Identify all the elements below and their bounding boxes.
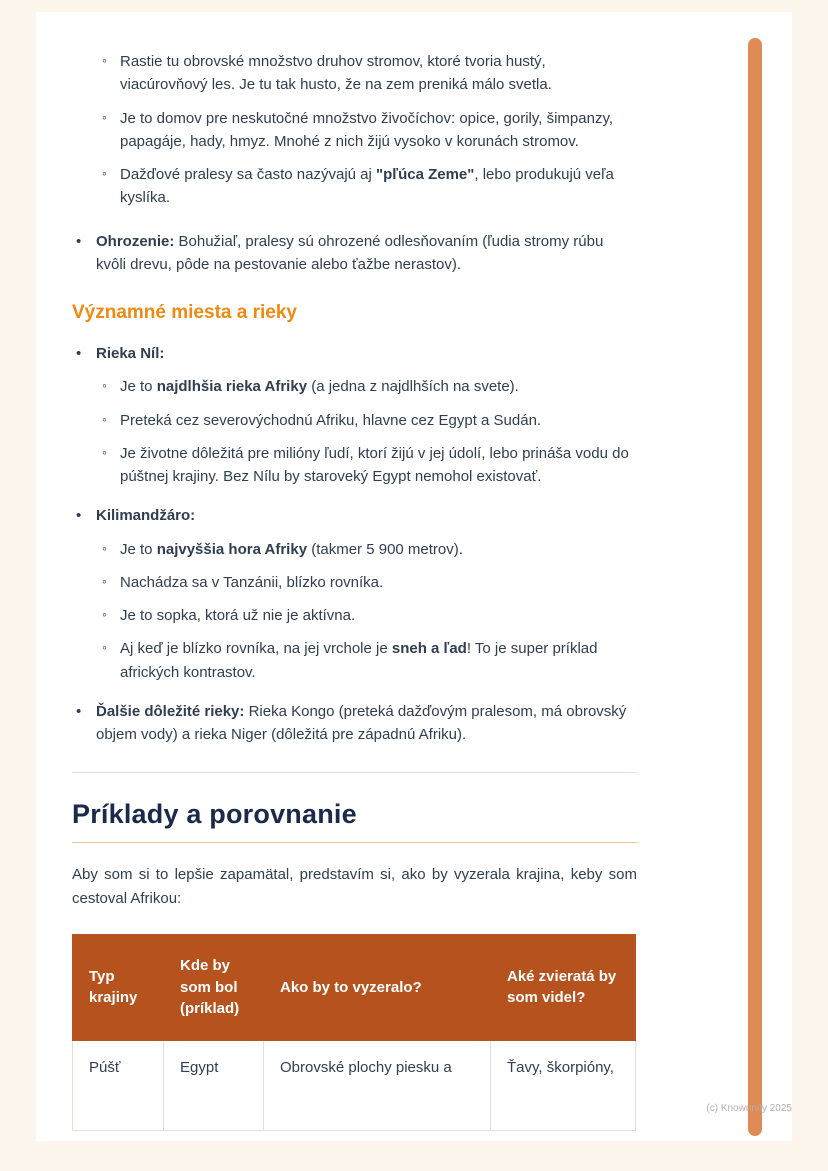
text-run: Preteká cez severovýchodnú Afriku, hlavne cez Egypt a Sudán. [120,411,542,429]
bullet-list [72,342,637,746]
circle-bullet-marker: ◦ [102,443,107,460]
list-item-text [120,378,519,395]
emphasis-text: Kilimandžáro: [96,507,196,525]
text-run: (takmer 5 900 metrov). [307,540,463,558]
text-run: , lebo produkujú veľa kyslíka. [120,166,614,207]
list-item-text [96,507,195,524]
disc-bullet-marker: • [76,702,82,720]
list-item-text [120,640,597,680]
text-run: Je to sopka, ktorá už nie je aktívna. [120,607,356,624]
sub-bullet-item [102,442,637,489]
emphasis-text: Ďalšie dôležité rieky: [96,702,245,720]
text-run: Aj keď je blízko rovníka, na jej vrchole je [120,640,392,658]
bullet-list [72,230,637,277]
sub-bullet-item [102,50,637,97]
circle-bullet-marker: ◦ [102,572,107,589]
table-cell: Ťavy, škorpióny, [491,1041,636,1131]
list-item-text [120,541,463,558]
emphasis-text: Rieka Níl: [96,345,165,362]
text-run: Je to [120,540,157,558]
circle-bullet-marker: ◦ [102,639,107,656]
table-cell: Púšť [73,1041,164,1131]
watermark: (c) Knowunity 2025 [706,1103,792,1114]
emphasis-text: Ohrozenie: [96,232,175,250]
disc-bullet-marker: • [76,345,82,362]
sub-bullet-item [102,637,637,684]
circle-bullet-marker: ◦ [102,52,107,68]
sub-bullet-item [102,571,637,594]
text-run: Dažďové pralesy sa často nazývajú aj [120,166,377,183]
table-row [73,1041,636,1131]
bullet-item [72,230,637,277]
table-header-row [73,934,636,1040]
circle-bullet-marker: ◦ [102,377,107,394]
table-header-cell: Ako by to vyzeralo? [264,934,491,1040]
circle-bullet-marker: ◦ [102,165,107,181]
text-run: Nachádza sa v Tanzánii, blízko rovníka. [120,573,384,591]
sub-bullet-list [102,50,637,210]
table-header-cell: Typ krajiny [73,934,164,1040]
sub-bullet-item [102,375,637,398]
text-run: Je životne dôležitá pre milióny ľudí, ktorí žijú v jej údolí, lebo prináša vodu do púštnej krajiny. Bez Nílu by staroveký Egypt nemohol existovať. [120,444,629,485]
page-edge-bar [748,38,762,1136]
disc-bullet-marker: • [76,232,82,250]
text-run: Rieka Kongo (preteká dažďovým pralesom, má obrovský objem vody) a rieka Niger (dôležitá pre západnú Afriku). [96,702,627,743]
list-item-text [120,574,383,591]
list-item-text [96,345,164,362]
bullet-item [72,342,637,488]
sub-bullet-item [102,409,637,432]
bullet-item [72,700,637,747]
circle-bullet-marker: ◦ [102,410,107,427]
list-item-text [120,412,541,429]
sub-bullet-item [102,163,637,210]
section-heading: Významné miesta a rieky [72,302,297,323]
comparison-table-wrap [72,934,637,1131]
text-run: ! To je super príklad afrických kontrastov. [120,640,598,681]
sub-bullet-list [102,375,637,488]
circle-bullet-marker: ◦ [102,539,107,556]
table-head [73,934,636,1040]
table-header-cell: Kde by som bol (príklad) [164,934,264,1040]
paragraph: Aby som si to lepšie zapamätal, predstavím si, ako by vyzerala krajina, keby som cestoval Afrikou: [72,866,637,907]
bullet-item [72,504,637,684]
document-blocks [36,12,637,1131]
page-heading: Príklady a porovnanie [72,799,637,843]
list-item-text [120,110,613,150]
table-cell: Obrovské plochy piesku a [264,1041,491,1131]
comparison-table [72,934,636,1131]
circle-bullet-marker: ◦ [102,108,107,125]
text-run: Je to [120,378,157,396]
emphasis-text: najdlhšia rieka Afriky [156,378,308,396]
emphasis-text: "pľúca Zeme" [376,166,475,183]
list-item-text [96,233,603,273]
list-item-text [96,703,626,743]
sub-bullet-item [102,107,637,154]
table-cell: Egypt [164,1041,264,1131]
table-header-cell: Aké zvieratá by som videl? [491,934,636,1040]
text-run: Je to domov pre neskutočné množstvo živočíchov: opice, gorily, šimpanzy, papagáje, hady, hmyz. Mnohé z nich žijú vysoko v korunách stromov. [120,109,614,150]
text-run: Rastie tu obrovské množstvo druhov stromov, ktoré tvoria hustý, viacúrovňový les. Je tu tak husto, že na zem preniká málo svetla. [120,53,552,94]
sub-bullet-list [102,538,637,684]
list-item-text [120,166,614,206]
text-run: (a jedna z najdlhších na svete). [307,378,519,396]
section-divider [72,772,637,773]
emphasis-text: sneh a ľad [391,640,467,658]
text-run: Bohužiaľ, pralesy sú ohrozené odlesňovaním (ľudia stromy rúbu kvôli drevu, pôde na pestovanie alebo ťažbe nerastov). [96,232,604,273]
disc-bullet-marker: • [76,507,82,525]
sub-bullet-item [102,538,637,561]
list-item-text [120,53,552,93]
emphasis-text: najvyššia hora Afriky [156,540,308,558]
sub-bullet-item [102,604,637,627]
document-page [36,12,792,1141]
list-item-text [120,445,629,485]
table-body [73,1041,636,1131]
list-item-text [120,607,355,624]
circle-bullet-marker: ◦ [102,606,107,622]
